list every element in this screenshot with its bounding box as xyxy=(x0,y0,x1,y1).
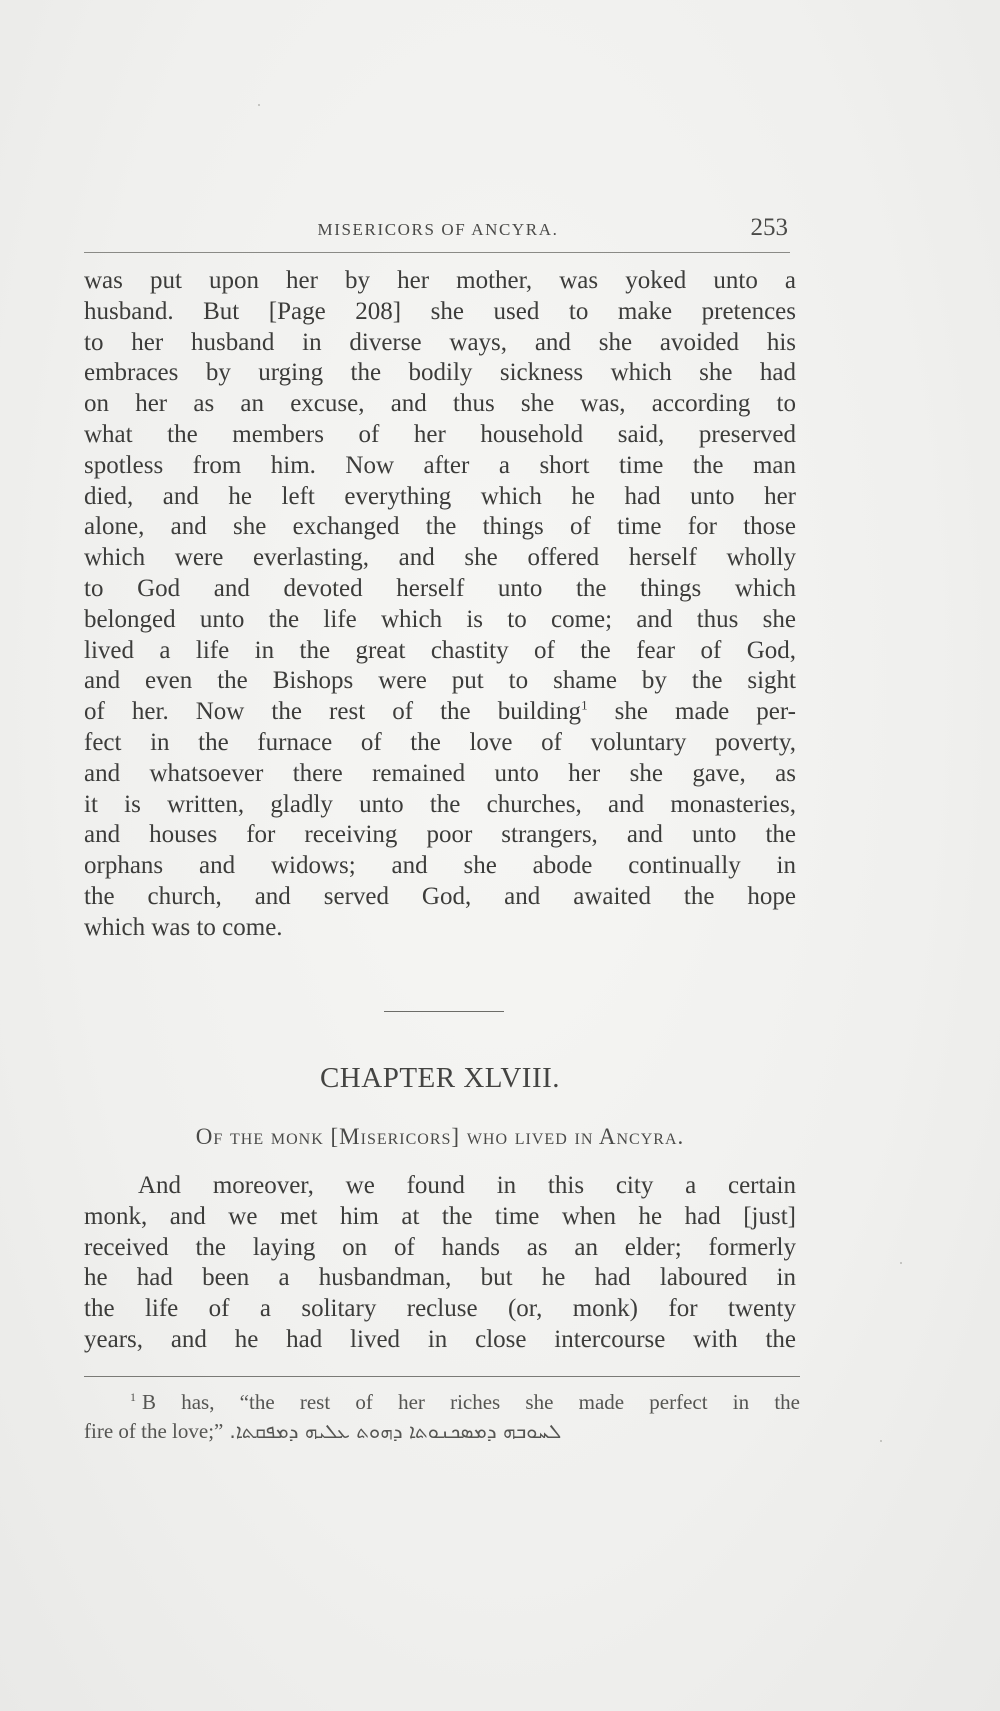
syriac-text: ܠܚܘܒܗ ܕܡܣܟܢܘܬܐ ܕܗܘܬ ܥܠܝܗ ܕܡܦܩܬܐ. xyxy=(229,1419,562,1443)
text-line: the church, and served God, and awaited the hope xyxy=(84,882,796,910)
text-line: lived a life in the great chastity of the fear of God, xyxy=(84,636,796,664)
paper-speck xyxy=(258,104,260,106)
header-rule xyxy=(84,252,790,253)
text-line: years, and he had lived in close intercourse with the xyxy=(84,1325,796,1353)
text-line: he had been a husbandman, but he had laboured in xyxy=(84,1264,796,1292)
text-line: and whatsoever there remained unto her she gave, as xyxy=(84,759,796,787)
text-line: alone, and she exchanged the things of time for those xyxy=(84,513,796,541)
text-fragment: of her. Now the rest of the building xyxy=(84,698,582,726)
running-title: MISERICORS OF ANCYRA. xyxy=(317,220,559,239)
text-line: to her husband in diverse ways, and she avoided his xyxy=(84,328,796,356)
text-line: and even the Bishops were put to shame by the sight xyxy=(84,667,796,695)
footnote-marker: 1 xyxy=(130,1390,136,1404)
text-line: received the laying on of hands as an elder; formerly xyxy=(84,1233,796,1261)
text-fragment: she made per- xyxy=(587,698,796,726)
text-line: on her as an excuse, and thus she was, according to xyxy=(84,390,796,418)
footnote-line xyxy=(84,1388,800,1417)
chapter-subheading: Of the monk [Misericors] who lived in Ancyra. xyxy=(195,1124,685,1149)
running-head xyxy=(84,216,792,250)
page-number: 253 xyxy=(750,214,788,241)
paper-speck xyxy=(900,1262,902,1264)
text-line: was put upon her by her mother, was yoked unto a xyxy=(84,267,796,294)
paragraph-continued xyxy=(84,266,796,944)
text-line: monk, and we met him at the time when he had [just] xyxy=(84,1202,796,1230)
footnote-reference: 1 xyxy=(581,697,588,713)
text-line-with-footnote-ref xyxy=(84,697,796,728)
footnote-text: fire of the love;” xyxy=(84,1419,224,1443)
section-divider xyxy=(384,1011,504,1012)
text-line: embraces by urging the bodily sickness which she had xyxy=(84,359,796,387)
text-line: the life of a solitary recluse (or, monk) for twenty xyxy=(84,1295,796,1323)
text-line: orphans and widows; and she abode continually in xyxy=(84,852,796,880)
text-line: it is written, gladly unto the churches, and monasteries, xyxy=(84,790,796,818)
footnote-rule xyxy=(84,1376,800,1377)
text-line: fect in the furnace of the love of voluntary poverty, xyxy=(84,728,796,756)
text-line-last: which was to come. xyxy=(84,913,283,941)
footnote xyxy=(84,1388,800,1446)
paper-speck xyxy=(880,1440,882,1442)
footnote-text: B has, “the rest of her riches she made perfect in the xyxy=(142,1390,800,1414)
chapter-heading: CHAPTER XLVIII. xyxy=(319,1062,561,1094)
footnote-line xyxy=(84,1417,800,1446)
text-line: which were everlasting, and she offered herself wholly xyxy=(84,544,796,572)
text-line: what the members of her household said, preserved xyxy=(84,420,796,448)
text-line: died, and he left everything which he had unto her xyxy=(84,482,796,510)
chapter-paragraph xyxy=(84,1171,796,1356)
text-line: And moreover, we found in this city a certain xyxy=(138,1172,796,1199)
text-line: and houses for receiving poor strangers, and unto the xyxy=(84,821,796,849)
text-line: to God and devoted herself unto the things which xyxy=(84,574,796,602)
text-line: spotless from him. Now after a short time the man xyxy=(84,451,796,479)
text-line: husband. But [Page 208] she used to make pretences xyxy=(84,297,796,325)
text-line: belonged unto the life which is to come; and thus she xyxy=(84,605,796,633)
